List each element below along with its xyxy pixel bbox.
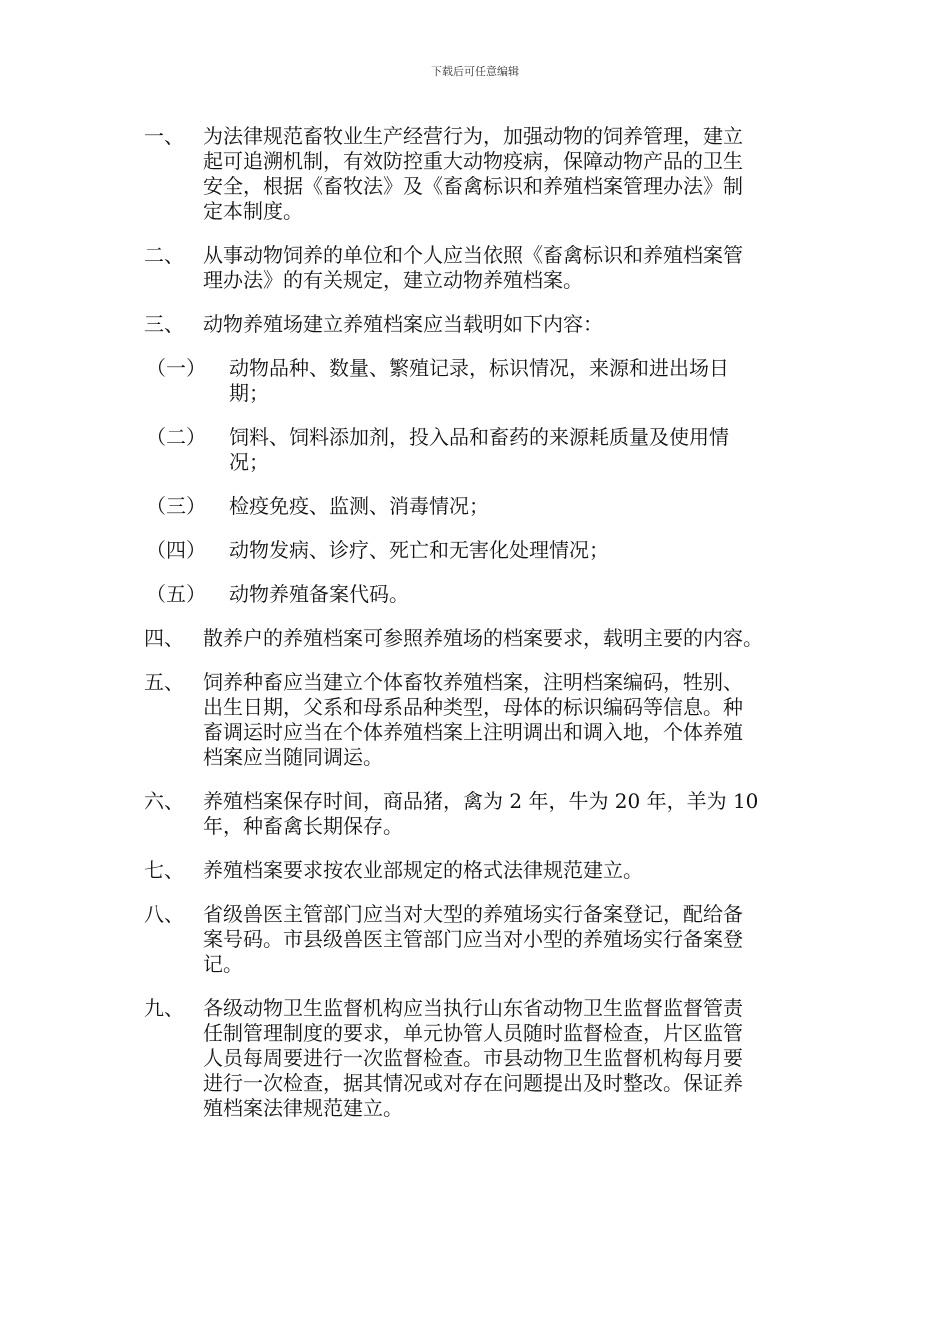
text-line: 饲养种畜应当建立个体畜牧养殖档案，注明档案编码，牲别、: [203, 670, 743, 694]
clause-text: [203, 312, 815, 337]
text-line: 散养户的养殖档案可参照养殖场的档案要求，载明主要的内容。: [203, 626, 763, 650]
clause-number: （三）: [146, 494, 206, 518]
clause-text: [229, 538, 815, 563]
text-line: 人员每周要进行一次监督检查。市县动物卫生监督机构每月要: [203, 1046, 743, 1070]
sub-clause: [0, 494, 950, 519]
clause-number: 六、: [144, 789, 184, 813]
text-line: 各级动物卫生监督机构应当执行山东省动物卫生监督监督管责: [203, 996, 743, 1020]
text-line: 记。: [203, 952, 243, 976]
text-line: 从事动物饲养的单位和个人应当依照《畜禽标识和养殖档案管: [203, 243, 743, 267]
text-line: 定本制度。: [203, 199, 303, 223]
sub-clause: [0, 538, 950, 563]
text-line: 检疫免疫、监测、消毒情况；: [229, 494, 489, 518]
text-line: 动物发病、诊疗、死亡和无害化处理情况；: [229, 538, 609, 562]
clause-number: （五）: [146, 582, 206, 606]
clause-text: [229, 582, 815, 607]
text-line: 养殖档案要求按农业部规定的格式法律规范建立。: [203, 858, 643, 882]
text-line: 起可追溯机制，有效防控重大动物疫病，保障动物产品的卫生: [203, 149, 743, 173]
text-line: 安全，根据《畜牧法》及《畜禽标识和养殖档案管理办法》制: [203, 174, 743, 198]
text-line: 动物养殖场建立养殖档案应当载明如下内容：: [203, 312, 603, 336]
clause-number: 二、: [144, 243, 184, 267]
clause-text: [203, 789, 815, 839]
clause: [0, 626, 950, 651]
text-line: 出生日期，父系和母系品种类型，母体的标识编码等信息。种: [203, 695, 743, 719]
clause-number: 四、: [144, 626, 184, 650]
clause-number: （二）: [146, 425, 206, 449]
clause-number: （一）: [146, 356, 206, 380]
clause: [0, 858, 950, 883]
clause: [0, 670, 950, 770]
clause-text: [203, 996, 815, 1121]
sub-clause: [0, 356, 950, 406]
clause: [0, 312, 950, 337]
text-line: 进行一次检查，据其情况或对存在问题提出及时整改。保证养: [203, 1071, 743, 1095]
clause-text: [229, 494, 815, 519]
text-line: 年，种畜禽长期保存。: [203, 814, 403, 838]
text-line: 任制管理制度的要求，单元协管人员随时监督检查，片区监管: [203, 1021, 743, 1045]
document-body: [0, 124, 950, 1140]
clause: [0, 789, 950, 839]
text-line: 省级兽医主管部门应当对大型的养殖场实行备案登记，配给备: [203, 902, 743, 926]
clause: [0, 902, 950, 977]
text-line: 畜调运时应当在个体养殖档案上注明调出和调入地，个体养殖: [203, 720, 743, 744]
sub-clause: [0, 425, 950, 475]
text-line: 动物品种、数量、繁殖记录，标识情况，来源和进出场日: [229, 356, 729, 380]
text-line: 养殖档案保存时间，商品猪，禽为 2 年，牛为 20 年，羊为 10: [203, 789, 759, 813]
text-line: 殖档案法律规范建立。: [203, 1096, 403, 1120]
clause-text: [203, 626, 815, 651]
text-line: 档案应当随同调运。: [203, 745, 383, 769]
sub-clause: [0, 582, 950, 607]
text-line: 理办法》的有关规定，建立动物养殖档案。: [203, 268, 583, 292]
clause-number: 五、: [144, 670, 184, 694]
text-line: 案号码。市县级兽医主管部门应当对小型的养殖场实行备案登: [203, 927, 743, 951]
clause-number: 八、: [144, 902, 184, 926]
text-line: 为法律规范畜牧业生产经营行为，加强动物的饲养管理，建立: [203, 124, 743, 148]
clause-text: [203, 124, 815, 224]
text-line: 况；: [229, 450, 269, 474]
clause-number: （四）: [146, 538, 206, 562]
clause-text: [229, 425, 815, 475]
clause-text: [203, 858, 815, 883]
clause: [0, 243, 950, 293]
clause-number: 一、: [144, 124, 184, 148]
text-line: 饲料、饲料添加剂，投入品和畜药的来源耗质量及使用情: [229, 425, 729, 449]
text-line: 期；: [229, 381, 269, 405]
clause-text: [203, 243, 815, 293]
clause-text: [229, 356, 815, 406]
text-line: 动物养殖备案代码。: [229, 582, 409, 606]
page-header: 下载后可任意编辑: [431, 65, 519, 78]
clause-number: 九、: [144, 996, 184, 1020]
clause: [0, 124, 950, 224]
clause: [0, 996, 950, 1121]
clause-text: [203, 670, 815, 770]
clause-number: 三、: [144, 312, 184, 336]
clause-text: [203, 902, 815, 977]
clause-number: 七、: [144, 858, 184, 882]
